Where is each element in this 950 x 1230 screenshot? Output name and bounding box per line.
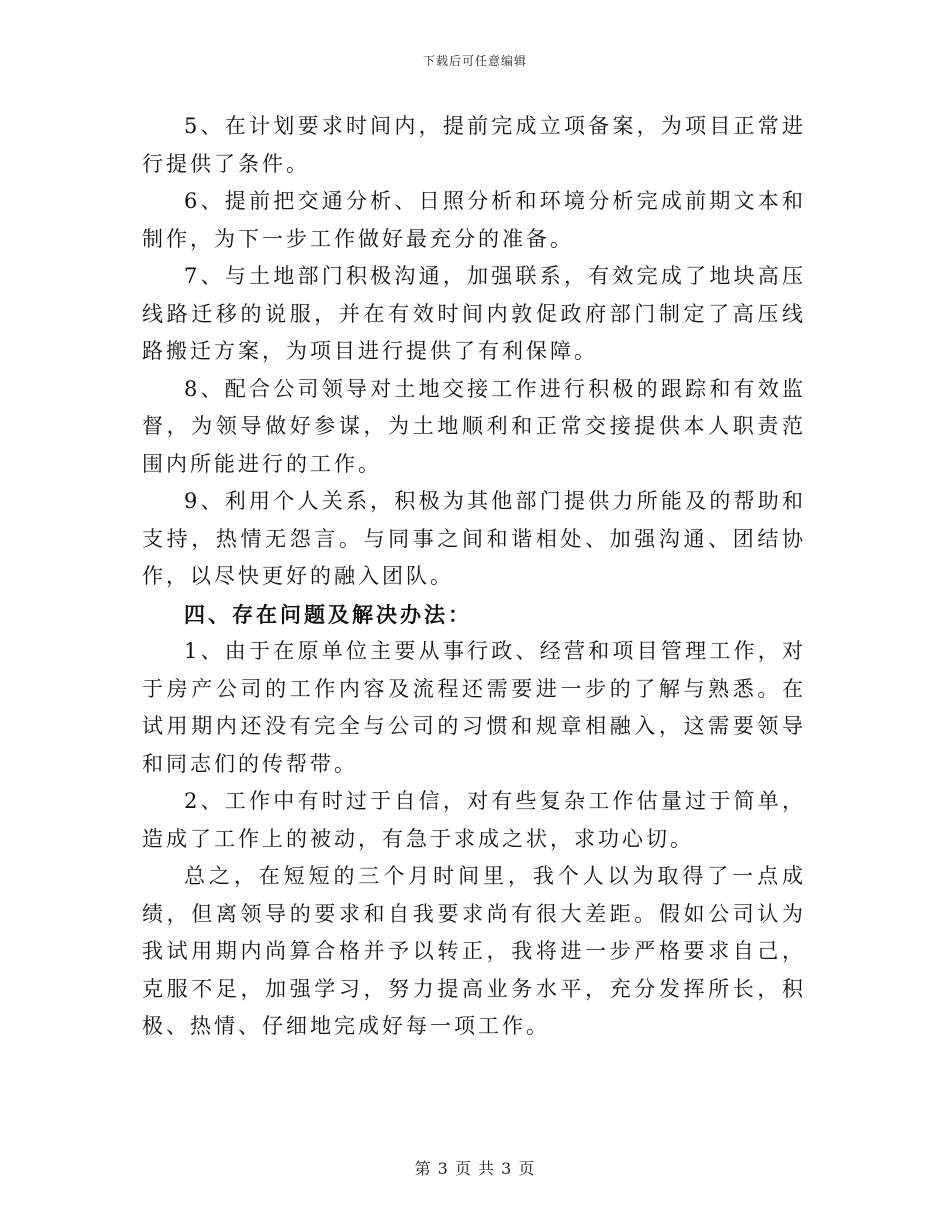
paragraph-item-8: 8、配合公司领导对土地交接工作进行积极的跟踪和有效监督，为领导做好参谋，为土地顺利和正常交接提供本人职责范围内所能进行的工作。 — [142, 376, 806, 476]
paragraph-item-5: 5、在计划要求时间内，提前完成立项备案，为项目正常进行提供了条件。 — [142, 114, 806, 176]
section-heading: 四、存在问题及解决办法： — [184, 601, 472, 627]
header-note: 下载后可任意编辑 — [422, 54, 527, 68]
problem-item-1: 1、由于在原单位主要从事行政、经营和项目管理工作，对于房产公司的工作内容及流程还需要进一步的了解与熟悉。在试用期内还没有完全与公司的习惯和规章相融入，这需要领导和同志们的传帮带。 — [142, 639, 806, 776]
paragraph-item-9: 9、利用个人关系，积极为其他部门提供力所能及的帮助和支持，热情无怨言。与同事之间和谐相处、加强沟通、团结协作，以尽快更好的融入团队。 — [142, 489, 806, 588]
page-footer: 第 3 页 共 3 页 — [414, 1159, 536, 1178]
document-body — [142, 108, 806, 1046]
paragraph-item-6: 6、提前把交通分析、日照分析和环境分析完成前期文本和制作，为下一步工作做好最充分的准备。 — [142, 189, 806, 251]
problem-item-2: 2、工作中有时过于自信，对有些复杂工作估量过于简单，造成了工作上的被动，有急于求成之状，求功心切。 — [142, 789, 806, 851]
paragraph-item-7: 7、与土地部门积极沟通，加强联系，有效完成了地块高压线路迁移的说服，并在有效时间内敦促政府部门制定了高压线路搬迁方案，为项目进行提供了有利保障。 — [142, 264, 806, 363]
summary-paragraph: 总之，在短短的三个月时间里，我个人以为取得了一点成绩，但离领导的要求和自我要求尚有很大差距。假如公司认为我试用期内尚算合格并予以转正，我将进一步严格要求自己，克服不足，加强学习，努力提高业务水平，充分发挥所长，积极、热情、仔细地完成好每一项工作。 — [142, 864, 806, 1038]
